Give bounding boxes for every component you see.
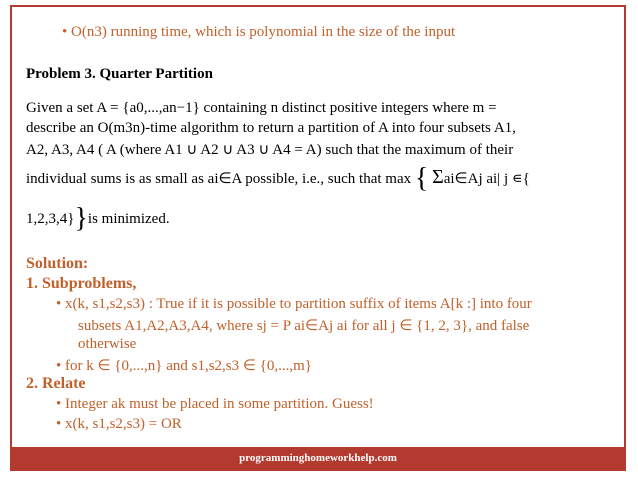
sub-bullet-2: • for k ∈ {0,...,n} and s1,s2,s3 ∈ {0,...,m}	[56, 358, 313, 374]
footer-link[interactable]: programminghomeworkhelp.com	[239, 452, 397, 464]
paragraph-line-4-text: individual sums is as small as ai∈A possible, i.e., such that max	[26, 171, 412, 187]
footer-bar	[10, 447, 626, 471]
top-bullet: • O(n3) running time, which is polynomial in the size of the input	[62, 24, 456, 40]
relate-bullet-2: • x(k, s1,s2,s3) = OR	[56, 416, 182, 432]
paragraph-line-1: Given a set A = {a0,...,an−1} containing n distinct positive integers where m =	[26, 100, 497, 116]
relate-label: 2. Relate	[26, 375, 86, 392]
paragraph-line-3: A2, A3, A4 ( A (where A1 ∪ A2 ∪ A3 ∪ A4 = A) such that the maximum of their	[26, 142, 514, 158]
sub-bullet-1-line-2: subsets A1,A2,A3,A4, where sj = P ai∈Aj ai for all j ∈ {1, 2, 3}, and false	[78, 318, 530, 334]
sigma-symbol: Σ	[432, 166, 444, 188]
paragraph-line-5-set: 1,2,3,4}	[26, 211, 75, 227]
sub-bullet-1-line-1: • x(k, s1,s2,s3) : True if it is possible to partition suffix of items A[k :] into four	[56, 296, 532, 312]
paragraph-line-4	[26, 163, 530, 195]
paragraph-line-2: describe an O(m3n)-time algorithm to return a partition of A into four subsets A1,	[26, 120, 516, 136]
subproblems-label: 1. Subproblems,	[26, 275, 137, 292]
relate-bullet-1: • Integer ak must be placed in some partition. Guess!	[56, 396, 374, 412]
brace-open: {	[414, 163, 429, 194]
paragraph-line-5	[26, 203, 170, 235]
paragraph-line-4-tail: ai∈Aj ai| j ∊{	[443, 171, 530, 187]
solution-label: Solution:	[26, 255, 89, 272]
brace-close: }	[74, 203, 88, 234]
sub-bullet-1-line-3: otherwise	[78, 336, 137, 352]
problem-title: Problem 3. Quarter Partition	[26, 66, 213, 82]
paragraph-line-5-tail: is minimized.	[87, 211, 170, 227]
